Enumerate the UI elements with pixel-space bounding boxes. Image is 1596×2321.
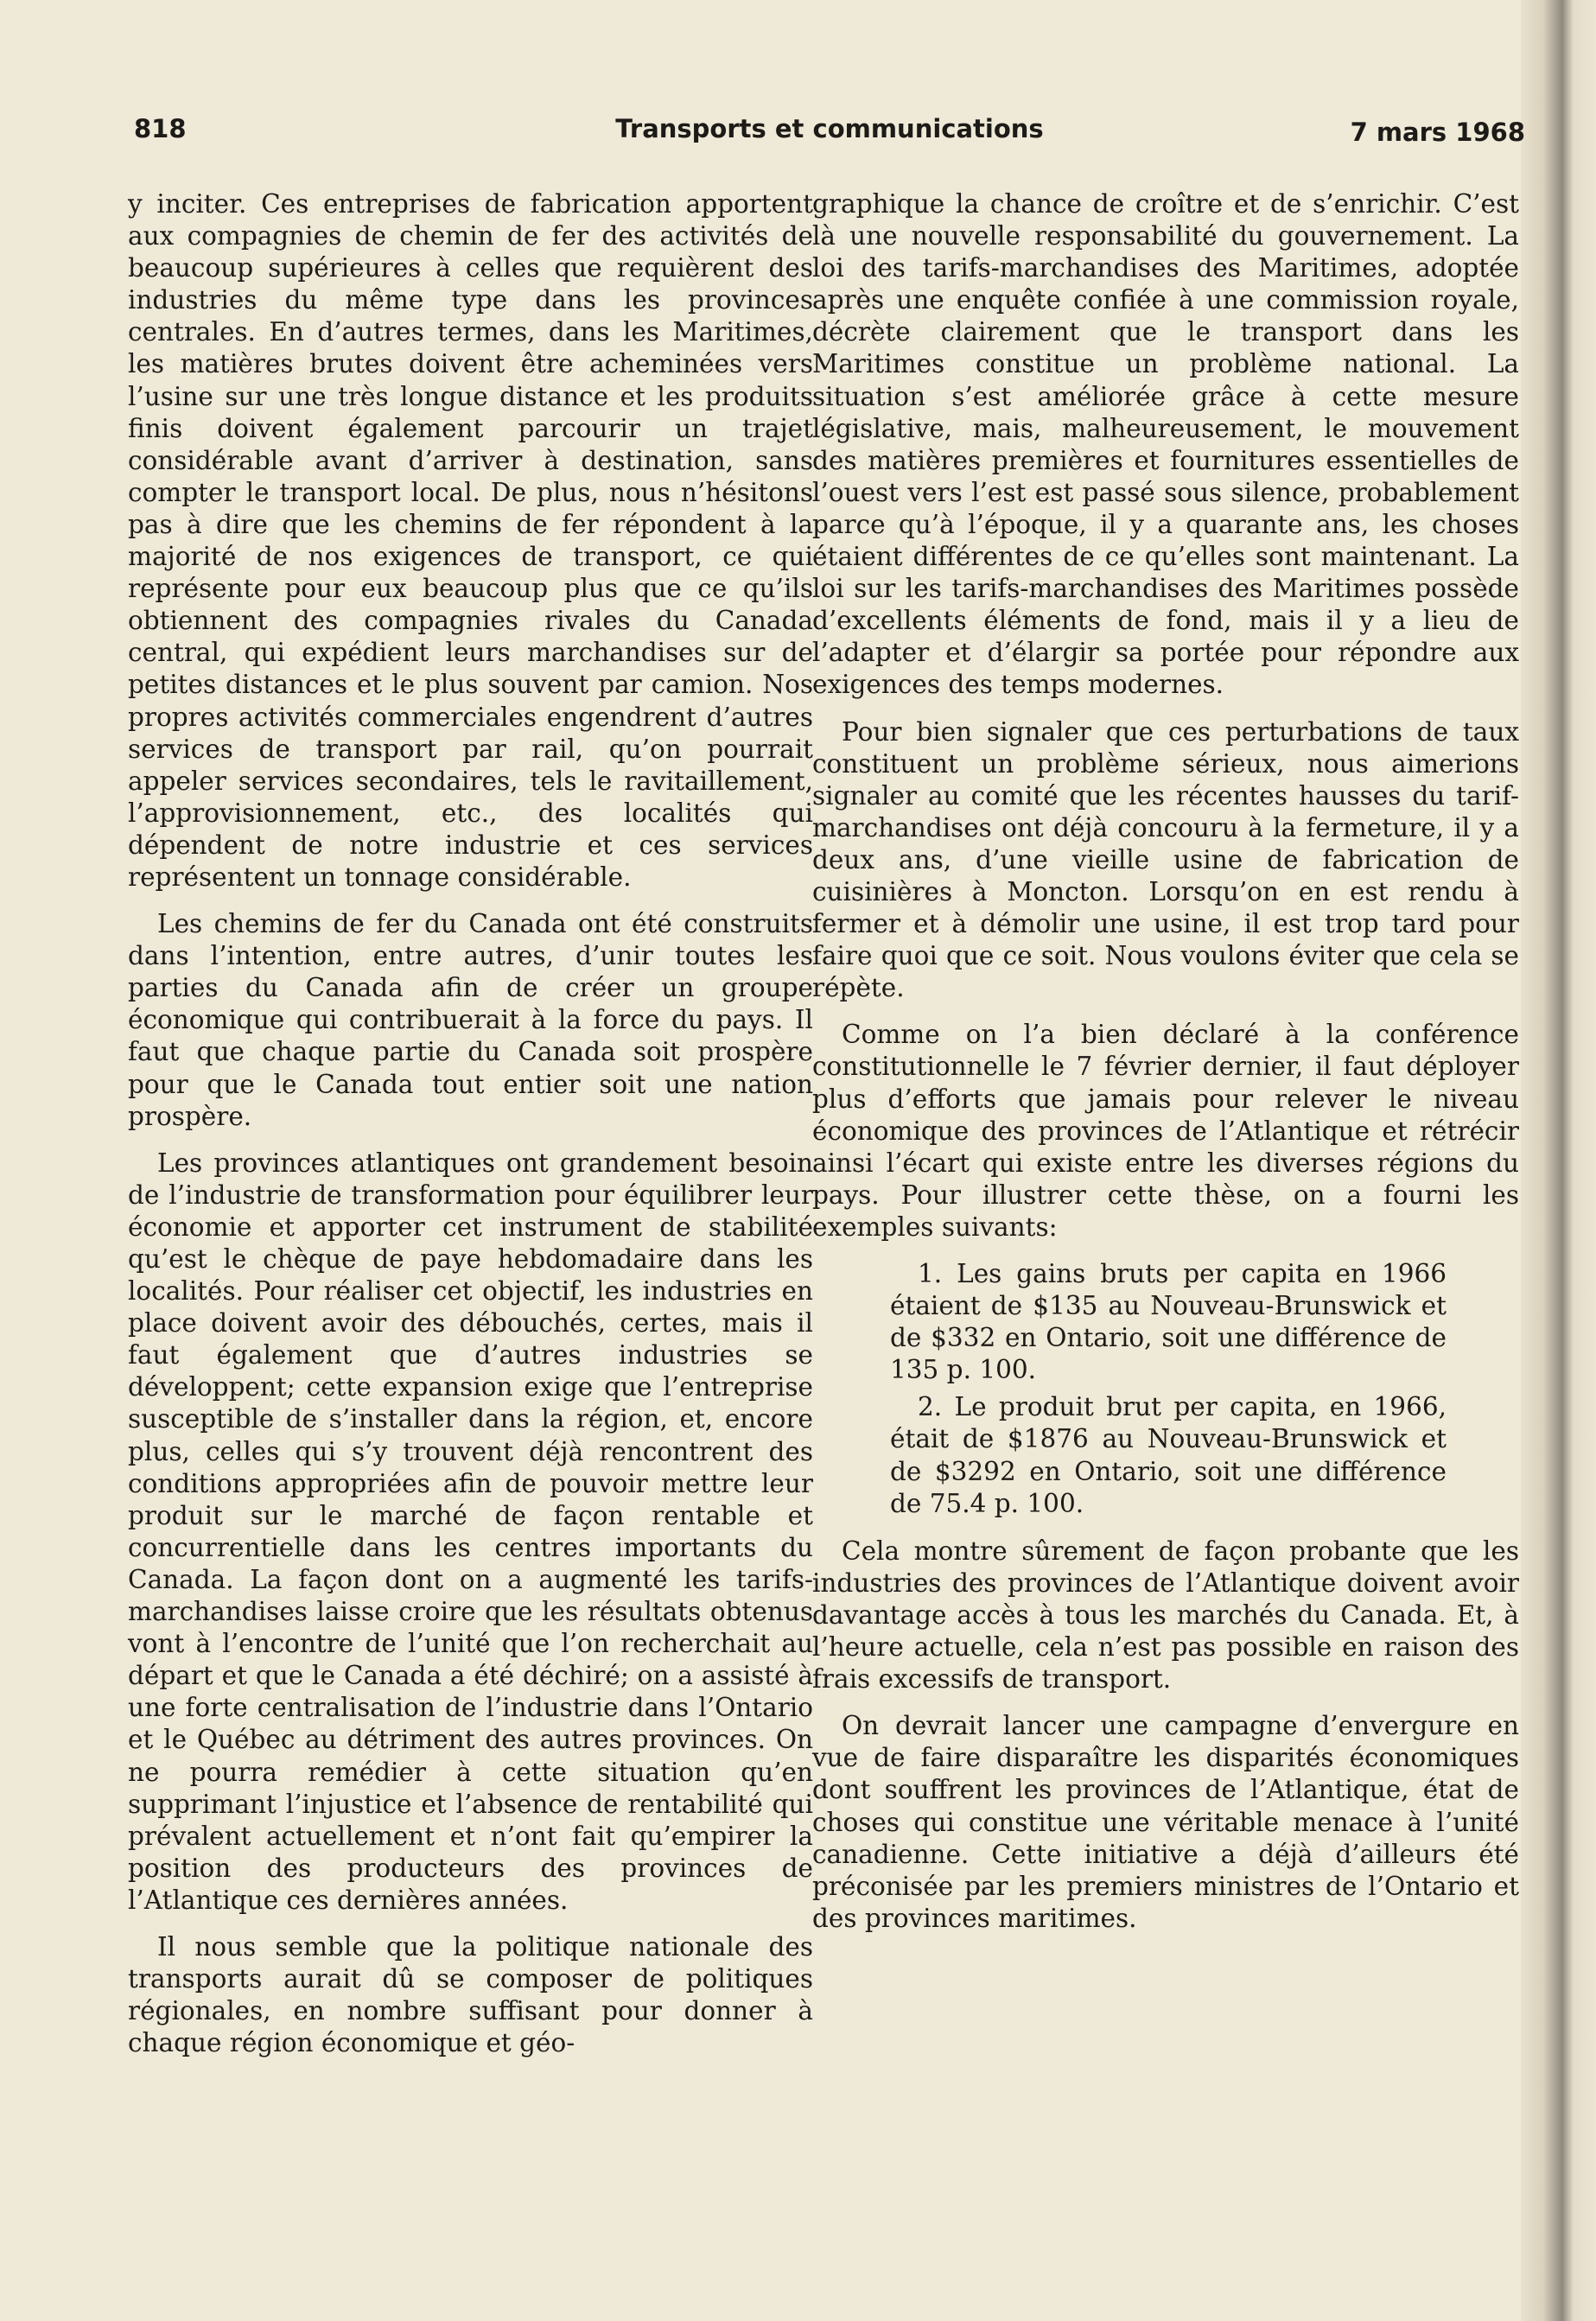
book-gutter — [1521, 0, 1596, 2321]
paragraph: On devrait lancer une campagne d’envergure en vue de faire disparaître les disparités économiques dont souffrent les provinces de l’Atlantique, état de choses qui constitue une véritable menace à l’unité canadienne. Cette initiative a déjà d’ailleurs été préconisée par les premiers ministres de l’Ontario et des provinces maritimes. — [812, 1711, 1519, 1933]
page-number: 818 — [134, 114, 187, 143]
paragraph: Cela montre sûrement de façon probante que les industries des provinces de l’Atlantique doivent avoir davantage accès à tous les marchés du Canada. Et, à l’heure actuelle, cela n’est pas possible en raison des frais excessifs de transport. — [812, 1536, 1519, 1695]
right-column — [812, 188, 1519, 1949]
paragraph: y inciter. Ces entreprises de fabrication apportent aux compagnies de chemin de fer des activités de beaucoup supérieures à celles que requièrent des industries du même type dans les provinces centrales. En d’autres termes, dans les Maritimes, les matières brutes doivent être acheminées vers l’usine sur une très longue distance et les produits finis doivent également parcourir un trajet considérable avant d’arriver à destination, sans compter le transport local. De plus, nous n’hésitons pas à dire que les chemins de fer répondent à la majorité de nos exigences de transport, ce qui représente pour eux beaucoup plus que ce qu’ils obtiennent des compagnies rivales du Canada central, qui expédient leurs marchandises sur de petites distances et le plus souvent par camion. Nos propres activités commerciales engendrent d’autres services de transport par rail, qu’on pourrait appeler services secondaires, tels le ravitaillement, l’approvisionnement, etc., des localités qui dépendent de notre industrie et ces services représentent un tonnage considérable. — [128, 189, 813, 892]
paragraph: Les chemins de fer du Canada ont été construits dans l’intention, entre autres, d’unir toutes les parties du Canada afin de créer un groupe économique qui contribuerait à la force du pays. Il faut que chaque partie du Canada soit prospère pour que le Canada tout entier soit une nation prospère. — [128, 909, 813, 1131]
list-item: 2. Le produit brut per capita, en 1966, était de $1876 au Nouveau-Brunswick et de $3292 en Ontario, soit une différence de 75.4 p. 100. — [890, 1392, 1447, 1518]
paragraph: Les provinces atlantiques ont grandement besoin de l’industrie de transformation pour équilibrer leur économie et apporter cet instrument de stabilité qu’est le chèque de paye hebdomadaire dans les localités. Pour réaliser cet objectif, les industries en place doivent avoir des débouchés, certes, mais il faut également que d’autres industries se développent; cette expansion exige que l’entreprise susceptible de s’installer dans la région, et, encore plus, celles qui s’y trouvent déjà rencontrent des conditions appropriées afin de pouvoir mettre leur produit sur le marché de façon rentable et concurrentielle dans les centres importants du Canada. La façon dont on a augmenté les tarifs-marchandises laisse croire que les résultats obtenus vont à l’encontre de l’unité que l’on recherchait au départ et que le Canada a été déchiré; on a assisté à une forte centralisation de l’industrie dans l’Ontario et le Québec au détriment des autres provinces. On ne pourra remédier à cette situation qu’en supprimant l’injustice et l’absence de rentabilité qui prévalent actuellement et n’ont fait qu’empirer la position des producteurs des provinces de l’Atlantique ces dernières années. — [128, 1148, 813, 1915]
list-item: 1. Les gains bruts per capita en 1966 étaient de $135 au Nouveau-Brunswick et de $332 en Ontario, soit une différence de 135 p. 100. — [890, 1259, 1447, 1385]
paragraph: Il nous semble que la politique nationale des transports aurait dû se composer de politiques régionales, en nombre suffisant pour donner à chaque région économique et géo- — [128, 1931, 813, 2058]
page-header — [134, 114, 1525, 156]
paragraph: Comme on l’a bien déclaré à la conférence constitutionnelle le 7 février dernier, il faut déployer plus d’efforts que jamais pour relever le niveau économique des provinces de l’Atlantique et rétrécir ainsi l’écart qui existe entre les diverses régions du pays. Pour illustrer cette thèse, on a fourni les exemples suivants: — [812, 1020, 1519, 1242]
running-title: Transports et communications — [615, 114, 1044, 143]
paragraph: graphique la chance de croître et de s’enrichir. C’est là une nouvelle responsabilité du gouvernement. La loi des tarifs-marchandises des Maritimes, adoptée après une enquête confiée à une commission royale, décrète clairement que le transport dans les Maritimes constitue un problème national. La situation s’est améliorée grâce à cette mesure législative, mais, malheureusement, le mouvement des matières premières et fournitures essentielles de l’ouest vers l’est est passé sous silence, probablement parce qu’à l’époque, il y a quarante ans, les choses étaient différentes de ce qu’elles sont maintenant. La loi sur les tarifs-marchandises des Maritimes possède d’excellents éléments de fond, mais il y a lieu de l’adapter et d’élargir sa portée pour répondre aux exigences des temps modernes. — [812, 189, 1519, 700]
left-column — [128, 188, 813, 2074]
paragraph: Pour bien signaler que ces perturbations de taux constituent un problème sérieux, nous aimerions signaler au comité que les récentes hausses du tarif-marchandises ont déjà concouru à la fermeture, il y a deux ans, d’une vieille usine de fabrication de cuisinières à Moncton. Lorsqu’on en est rendu à fermer et à démolir une usine, il est trop tard pour faire quoi que ce soit. Nous voulons éviter que cela se répète. — [812, 716, 1519, 1003]
header-date: 7 mars 1968 — [1350, 118, 1525, 147]
